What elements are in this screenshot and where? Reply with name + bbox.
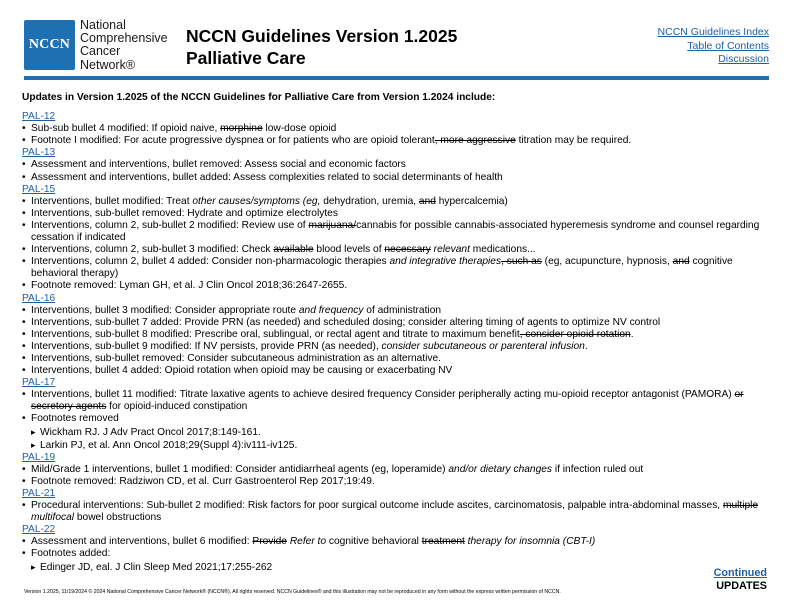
text-segment: Interventions, sub-bullet removed: Consider subcutaneous administration as an alternative.: [31, 352, 441, 364]
text-segment: Interventions, sub-bullet 9 modified: If NV persists, provide PRN (as needed),: [31, 340, 382, 352]
text-segment: bowel obstructions: [74, 512, 162, 524]
update-item: [22, 500, 774, 524]
text-segment: Sub-sub bullet 4 modified: If opioid naive,: [31, 123, 221, 135]
text-segment: Interventions, column 2, sub-bullet 3 modified: Check: [31, 244, 274, 256]
deleted-text: Provide: [252, 536, 287, 548]
org-line: Network®: [80, 57, 136, 72]
update-item: [22, 329, 774, 341]
header-divider: [24, 76, 769, 80]
update-item: [22, 305, 774, 317]
text-segment: titration may be required.: [515, 135, 632, 147]
guideline-topic: Palliative Care: [186, 48, 306, 68]
text-segment: Interventions, sub-bullet removed: Hydrate and optimize electrolytes: [31, 207, 338, 219]
added-text: and frequency: [298, 304, 364, 316]
text-segment: Footnote removed: Radziwon CD, et al. Curr Gastroenterol Rep 2017;19:49.: [31, 475, 375, 487]
text-segment: Procedural interventions: Sub-bullet 2 modified: Risk factors for poor surgical outcome include ascites, carcinomatosis, palpable intra-abdominal masses,: [31, 500, 723, 512]
org-line: National: [80, 18, 126, 32]
section-link-pal-13[interactable]: PAL-13: [22, 147, 56, 159]
update-item: [22, 256, 774, 280]
added-text: other causes/symptoms (eg,: [192, 195, 321, 207]
deleted-text: or secretory agents: [31, 389, 744, 413]
added-text: therapy for insomnia (CBT-I): [467, 536, 596, 548]
continued-link[interactable]: Continued: [713, 567, 767, 579]
text-segment: Interventions, bullet modified: Treat: [31, 195, 193, 207]
deleted-text: treatment: [421, 536, 465, 548]
update-item: [22, 172, 774, 184]
text-segment: cannabis for possible cannabis-associated hyperemesis syndrome and counsel regarding cessation if indicated: [31, 219, 760, 244]
deleted-text: marijuana/: [308, 219, 357, 231]
section-link-pal-17[interactable]: PAL-17: [22, 377, 56, 389]
text-segment: Assessment and interventions, bullet removed: Assess social and economic factors: [31, 159, 406, 171]
deleted-text: multiple: [722, 500, 759, 512]
added-text: and/or dietary changes: [448, 463, 553, 475]
text-segment: hypercalcemia): [435, 195, 508, 207]
guidelines-index-link[interactable]: NCCN Guidelines Index: [657, 26, 769, 38]
update-item: [22, 123, 774, 135]
added-text: relevant: [433, 244, 470, 256]
updates-label: UPDATES: [716, 580, 767, 592]
text-segment: Interventions, column 2, sub-bullet 2 modified: Review use of: [31, 219, 309, 231]
text-segment: Mild/Grade 1 interventions, bullet 1 modified: Consider antidiarrheal agents (eg, loperamide): [31, 463, 449, 475]
text-segment: (eg, acupuncture, hypnosis,: [541, 256, 673, 268]
reference-item: [22, 439, 774, 452]
update-item: [22, 208, 774, 220]
text-segment: of administration: [363, 304, 442, 316]
update-item: [22, 365, 774, 377]
update-item: [22, 135, 774, 147]
copyright-notice: Version 1.2025, 11/19/2024 © 2024 National Comprehensive Cancer Network® (NCCN®), All rights reserved. NCCN Guidelines® and this illustration may not be reproduced in any form without the express written permission of NCCN.: [24, 589, 561, 595]
text-segment: .: [584, 340, 588, 352]
added-text: multifocal: [31, 512, 75, 524]
update-item: [22, 353, 774, 365]
update-item: [22, 317, 774, 329]
text-segment: Footnotes added:: [31, 548, 111, 560]
text-segment: Assessment and interventions, bullet added: Assess complexities related to social determinants of health: [31, 171, 503, 183]
text-segment: Edinger JD, eal. J Clin Sleep Med 2021;17:255-262: [40, 561, 273, 573]
text-segment: Footnotes removed: [31, 413, 119, 425]
top-navigation: [658, 26, 769, 67]
update-item: [22, 464, 774, 476]
text-segment: Interventions, sub-bullet 7 added: Provide PRN (as needed) and scheduled dosing; consider altering timing of agents to optimize NV control: [31, 316, 661, 328]
deleted-text: morphine: [220, 123, 263, 135]
organization-name: [80, 19, 168, 72]
updates-content: [22, 92, 774, 574]
page-title: [186, 25, 457, 69]
text-segment: blood levels of: [313, 244, 385, 256]
text-segment: Footnote removed: Lyman GH, et al. J Clin Oncol 2018;36:2647-2655.: [31, 280, 348, 292]
table-of-contents-link[interactable]: Table of Contents: [687, 39, 769, 52]
guideline-version: NCCN Guidelines Version 1.2025: [186, 26, 458, 46]
text-segment: Interventions, sub-bullet 8 modified: Prescribe oral, sublingual, or rectal agent and titrate to maximum benefit: [31, 328, 520, 340]
text-segment: low-dose opioid: [262, 123, 337, 135]
nccn-logo: [24, 20, 75, 70]
update-item: [22, 220, 774, 244]
section-link-pal-21[interactable]: PAL-21: [22, 488, 56, 499]
section-link-pal-15[interactable]: PAL-15: [22, 183, 56, 195]
deleted-text: , such as: [501, 256, 542, 268]
text-segment: Interventions, bullet 4 added: Opioid rotation when opioid may be causing or exacerbating NV: [31, 365, 453, 377]
added-text: Refer to: [289, 536, 327, 548]
section-link-pal-19[interactable]: PAL-19: [22, 451, 56, 463]
reference-item: [22, 561, 774, 574]
update-item: [22, 548, 774, 560]
updates-heading: Updates in Version 1.2025 of the NCCN Guidelines for Palliative Care from Version 1.2024 include:: [22, 92, 496, 103]
org-line: Cancer: [80, 44, 121, 59]
update-item: [22, 341, 774, 353]
update-item: [22, 536, 774, 548]
deleted-text: available: [273, 244, 314, 256]
text-segment: Interventions, bullet 11 modified: Titrate laxative agents to achieve desired frequency Consider peripherally acting mu-opioid receptor antagonist (PAMORA): [31, 389, 735, 401]
deleted-text: necessary: [384, 244, 431, 256]
deleted-text: and: [672, 256, 690, 268]
section-link-pal-12[interactable]: PAL-12: [22, 111, 56, 123]
deleted-text: , consider opioid rotation: [519, 328, 631, 340]
text-segment: Interventions, bullet 3 modified: Consider appropriate route: [31, 304, 299, 316]
added-text: consider subcutaneous or parenteral infusion: [381, 340, 585, 352]
text-segment: medications...: [469, 244, 536, 256]
org-line: Comprehensive: [80, 31, 168, 46]
update-sections: [22, 111, 774, 574]
update-item: [22, 196, 774, 208]
added-text: and integrative therapies: [389, 256, 502, 268]
text-segment: Footnote I modified: For acute progressive dyspnea or for patients who are opioid tolerant: [31, 135, 435, 147]
text-segment: dehydration, uremia,: [320, 195, 419, 207]
logo-text: NCCN: [28, 37, 71, 52]
update-item: [22, 413, 774, 425]
deleted-text: and: [418, 195, 436, 207]
text-segment: Larkin PJ, et al. Ann Oncol 2018;29(Suppl 4):iv111-iv125.: [40, 439, 298, 451]
text-segment: if infection ruled out: [552, 463, 644, 475]
text-segment: Assessment and interventions, bullet 6 modified:: [31, 536, 253, 548]
text-segment: for opioid-induced constipation: [106, 401, 248, 413]
reference-item: [22, 426, 774, 439]
update-item: [22, 159, 774, 171]
text-segment: Interventions, column 2, bullet 4 added: Consider non-pharmacologic therapies: [31, 256, 390, 268]
update-item: [22, 476, 774, 488]
update-item: [22, 280, 774, 292]
discussion-link[interactable]: Discussion: [718, 53, 769, 65]
deleted-text: , more aggressive: [434, 135, 516, 147]
text-segment: cognitive behavioral therapy): [31, 256, 733, 280]
text-segment: .: [630, 328, 634, 340]
text-segment: cognitive behavioral: [326, 536, 422, 548]
text-segment: Wickham RJ. J Adv Pract Oncol 2017;8:149-161.: [40, 426, 261, 438]
continued-nav: [714, 567, 767, 593]
section-link-pal-22[interactable]: PAL-22: [22, 524, 56, 536]
section-link-pal-16[interactable]: PAL-16: [22, 292, 56, 304]
update-item: [22, 244, 774, 256]
update-item: [22, 389, 774, 413]
